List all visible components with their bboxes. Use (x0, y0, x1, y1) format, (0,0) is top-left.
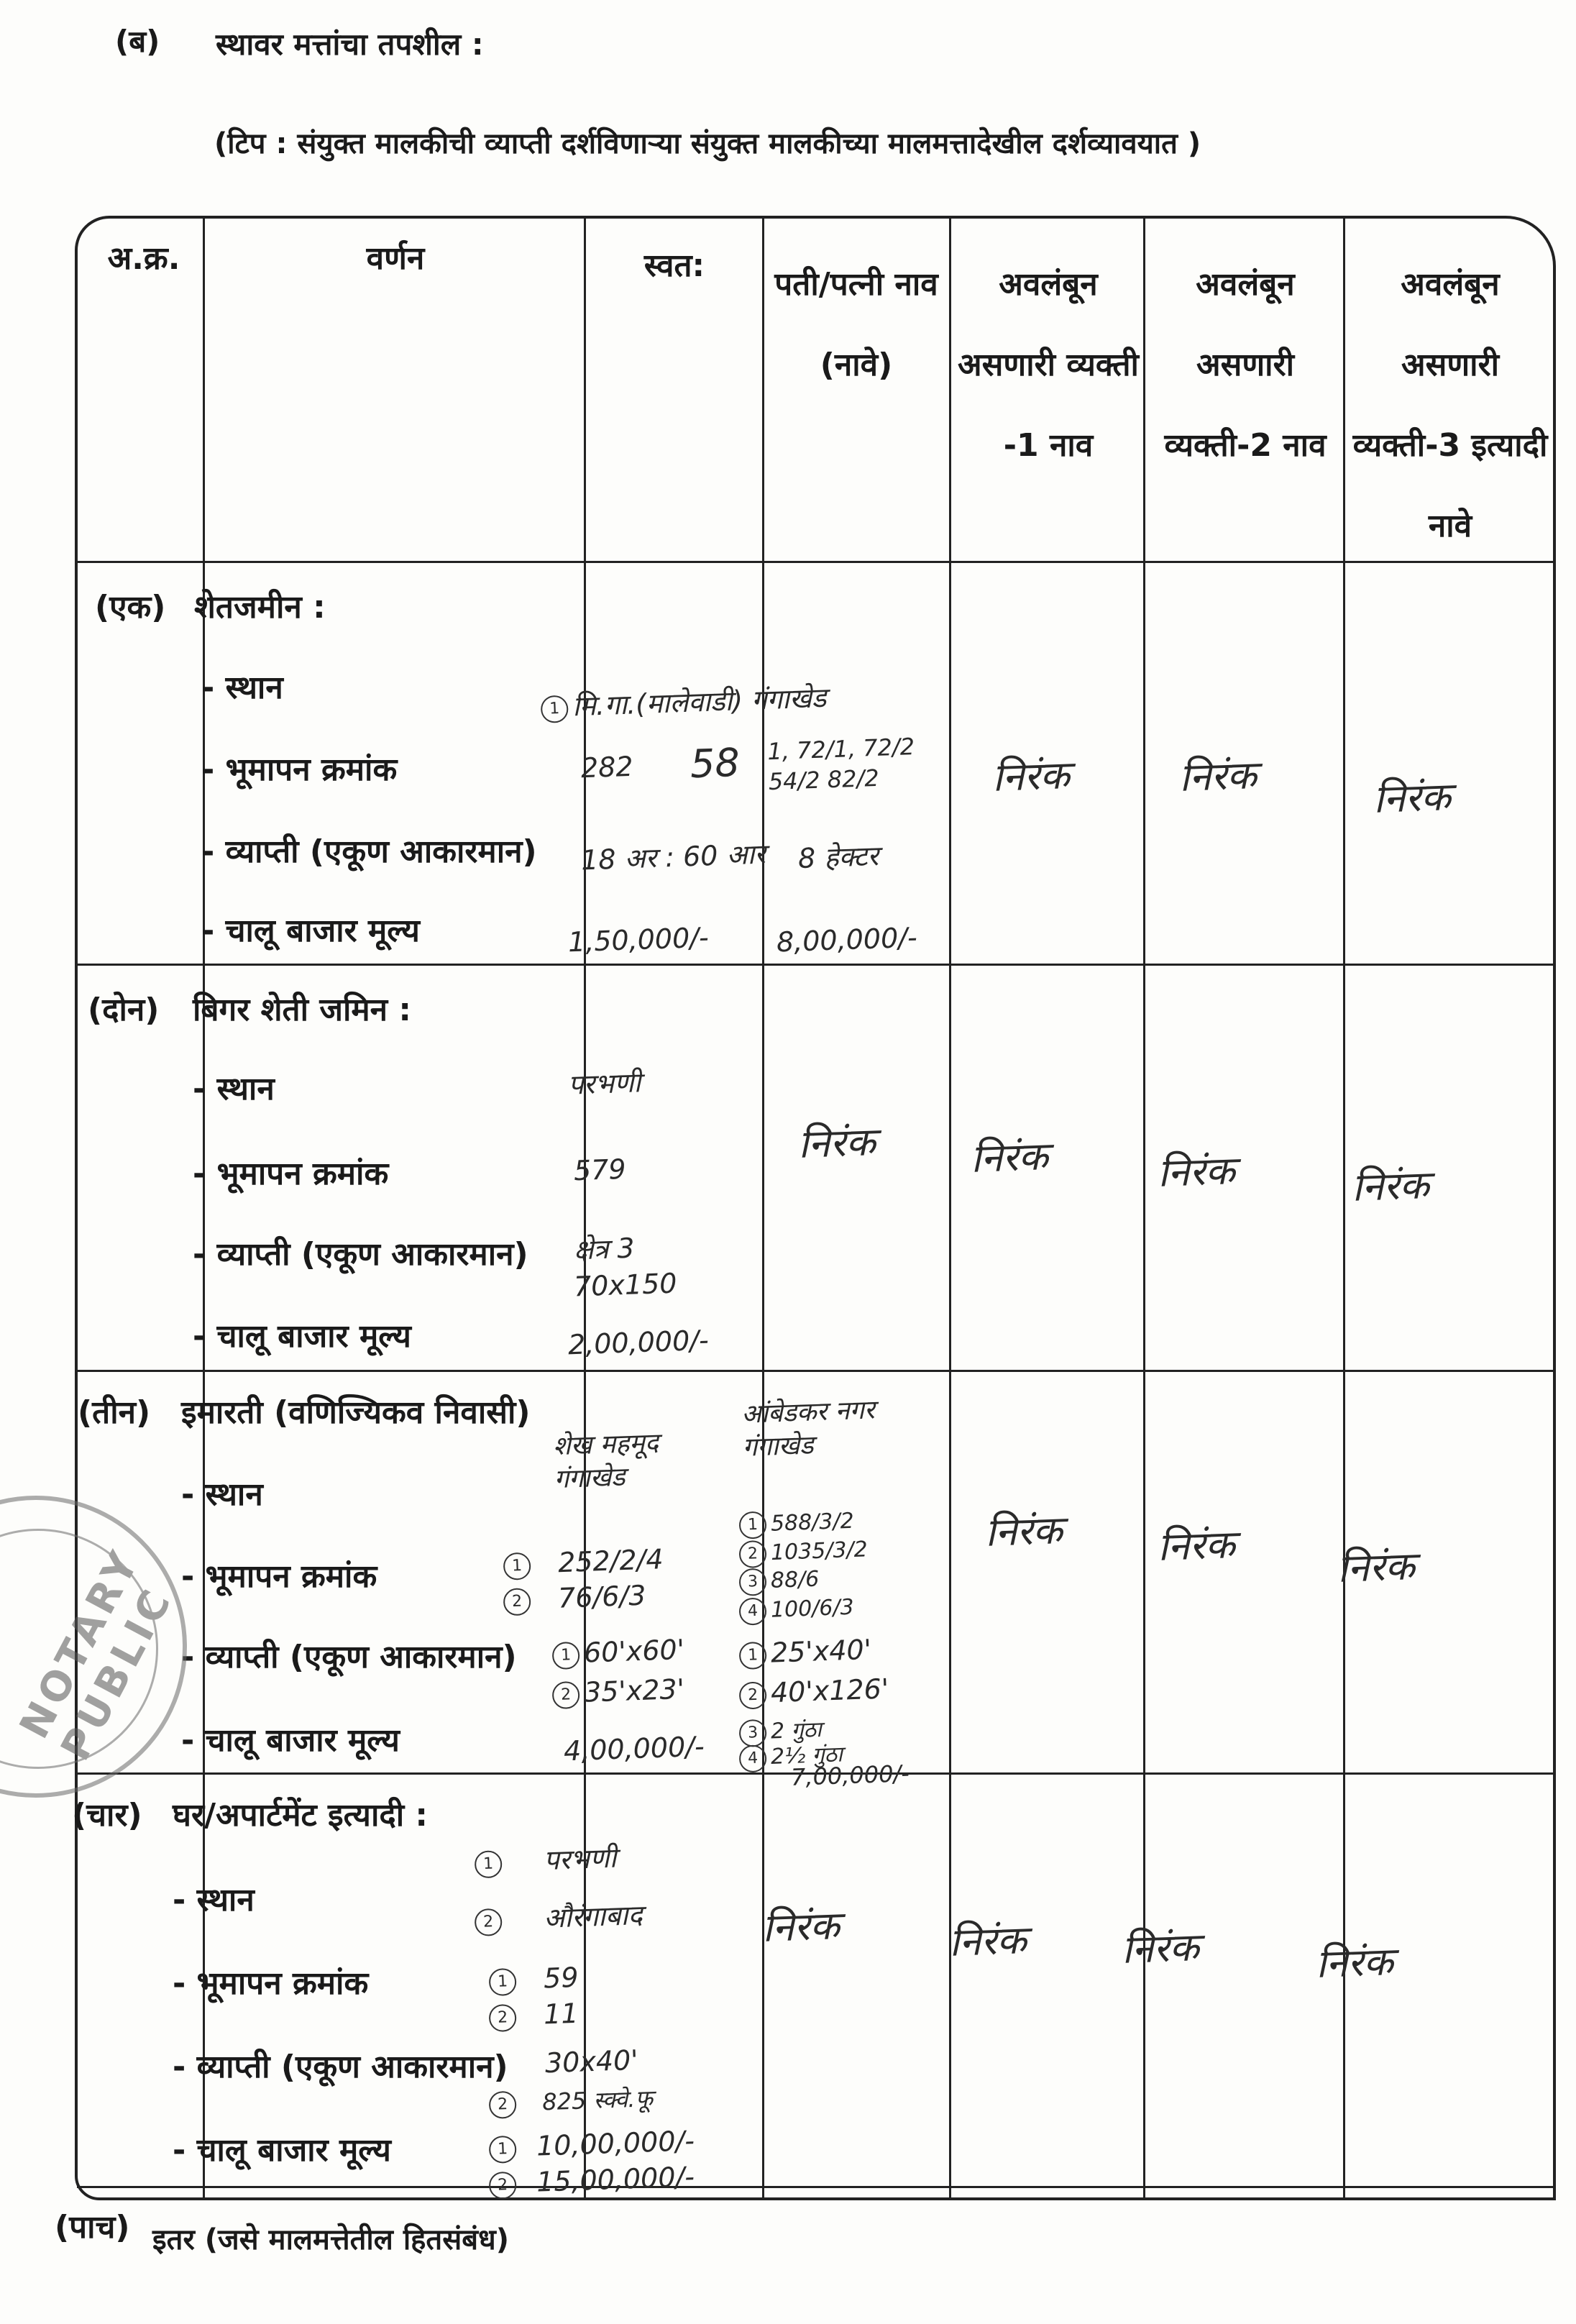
building-spouse-survey-3: 3 88/6 (738, 1566, 820, 1596)
header-description: वर्णन (366, 240, 425, 277)
house-survey-2: 2 11 (488, 1998, 579, 2032)
house-extent-1: 30x40' (544, 2044, 639, 2080)
agri-self-survey: 282 (580, 750, 634, 784)
section-num-4: (चार) (72, 1797, 142, 1834)
col-divider (1143, 218, 1145, 2198)
building-spouse-extent-2: 2 40'x126' (738, 1673, 889, 1709)
building-spouse-value-2: 4 2½ गुंठा (738, 1739, 843, 1772)
agri-location: 1 मि.गा.(मालेवाडी) गंगाखेड (540, 678, 827, 726)
col-divider (1343, 218, 1345, 2198)
label-extent: - व्याप्ती (एकूण आकारमान) (201, 833, 537, 870)
agri-self-extent: 18 अर : 60 आर (580, 838, 766, 877)
section-title: स्थावर मत्तांचा तपशील : (216, 27, 484, 62)
label-location: - स्थान (201, 669, 283, 706)
agri-spouse-extent: 8 हेक्टर (797, 840, 879, 874)
label-survey: - भूमापन क्रमांक (193, 1156, 389, 1192)
nonagri-location: परभणी (567, 1066, 641, 1101)
section-num-1: (एक) (95, 589, 166, 626)
label-extent: - व्याप्ती (एकूण आकारमान) (181, 1639, 517, 1675)
section-title-2: बिगर शेती जमिन : (193, 992, 412, 1028)
agri-dep2-nil: निरंक (1178, 752, 1257, 800)
building-self-location: शेख महमूद गंगाखेड (552, 1428, 659, 1495)
header-dependent-1: अवलंबून असणारी व्यक्ती -1 नाव (958, 266, 1139, 464)
row-divider (77, 1370, 1554, 1372)
nonagri-dep2-nil: निरंक (1157, 1148, 1236, 1196)
building-dep1-nil: निरंक (984, 1507, 1063, 1555)
nonagri-dep3-nil: निरंक (1351, 1162, 1430, 1210)
header-spouse: पती/पत्नी नाव (नावे) (774, 266, 938, 383)
nonagri-dep1-nil: निरंक (970, 1133, 1049, 1181)
house-spouse-nil: निरंक (761, 1903, 840, 1951)
header-dependent-3: अवलंबून असणारी व्यक्ती-3 इत्यादी नावे (1352, 266, 1548, 544)
label-survey: - भूमापन क्रमांक (181, 1558, 377, 1595)
nonagri-extent-2: 70x150 (573, 1267, 678, 1303)
section-title-3: इमारती (वणिज्यिकव निवासी) (181, 1394, 531, 1431)
nonagri-value: 2,00,000/- (567, 1324, 710, 1361)
building-self-extent-1: 1 60'x60' (551, 1634, 685, 1670)
section-title-4: घर/अपार्टमेंट इत्यादी : (173, 1797, 429, 1834)
label-value: - चालू बाजार मूल्य (201, 912, 420, 949)
building-spouse-value-1: 3 2 गुंठा (738, 1714, 822, 1747)
section-label: (ब) (115, 24, 160, 59)
nonagri-extent-1: क्षेत्र 3 (573, 1232, 636, 1266)
house-location-2: 2 औरंगाबाद (474, 1895, 643, 1939)
house-location-1: 1 परभणी (474, 1839, 617, 1881)
house-dep2-nil: निरंक (1121, 1924, 1200, 1972)
label-value: - चालू बाजार मूल्य (193, 1318, 411, 1355)
header-serial: अ.क्र. (107, 240, 180, 277)
label-survey: - भूमापन क्रमांक (201, 751, 398, 788)
header-dependent-2: अवलंबून असणारी व्यक्ती-2 नाव (1164, 266, 1327, 464)
row-divider (77, 561, 1554, 563)
building-spouse-value-3: 7,00,000/- (790, 1760, 910, 1791)
building-self-survey-1: 1 252/2/4 (503, 1543, 664, 1580)
header-self: स्वत: (643, 247, 705, 284)
agri-self-survey-2: 58 (689, 739, 741, 787)
col-divider (949, 218, 951, 2198)
agri-spouse-value: 8,00,000/- (776, 921, 918, 959)
house-extent-2: 2 825 स्क्वे.फू (488, 2082, 653, 2119)
section-title-5: इतर (जसे मालमत्तेतील हितसंबंध) (152, 2223, 509, 2256)
building-dep3-nil: निरंक (1337, 1543, 1416, 1591)
building-self-value: 4,00,000/- (563, 1730, 705, 1767)
building-self-extent-2: 2 35'x23' (551, 1673, 685, 1709)
house-dep3-nil: निरंक (1315, 1939, 1394, 1987)
house-value-1: 1 10,00,000/- (488, 2125, 695, 2164)
section-num-5: (पाच) (55, 2209, 130, 2246)
row-divider (77, 964, 1554, 966)
section-num-2: (दोन) (88, 992, 160, 1028)
label-location: - स्थान (181, 1476, 263, 1513)
agri-spouse-survey: 1, 72/1, 72/2 54/2 82/2 (766, 733, 915, 796)
label-survey: - भूमापन क्रमांक (173, 1965, 369, 2002)
nonagri-survey: 579 (573, 1153, 627, 1187)
building-dep2-nil: निरंक (1157, 1522, 1236, 1570)
building-spouse-extent-1: 1 25'x40' (738, 1634, 872, 1670)
nonagri-spouse-nil: निरंक (797, 1119, 876, 1167)
house-survey-1: 1 59 (488, 1962, 579, 1996)
agri-self-value: 1,50,000/- (567, 921, 710, 959)
row-divider (77, 2186, 1554, 2188)
label-extent: - व्याप्ती (एकूण आकारमान) (193, 1236, 528, 1273)
house-dep1-nil: निरंक (948, 1917, 1027, 1965)
building-spouse-location: आंबेडकर नगर गंगाखेड (741, 1395, 876, 1463)
section-num-3: (तीन) (78, 1394, 151, 1431)
stamp-text: NOTARY PUBLIC (11, 1541, 183, 1768)
agri-dep1-nil: निरंक (991, 752, 1071, 800)
building-spouse-survey-4: 4 100/6/3 (738, 1594, 854, 1626)
label-value: - चालू बाजार मूल्य (181, 1722, 400, 1759)
agri-dep3-nil: निरंक (1373, 774, 1452, 822)
label-value: - चालू बाजार मूल्य (173, 2132, 391, 2169)
building-spouse-survey-2: 2 1035/3/2 (738, 1537, 868, 1568)
section-title-1: शेतजमीन : (194, 589, 326, 626)
house-value-2: 2 15,00,000/- (488, 2161, 695, 2200)
building-self-survey-2: 2 76/6/3 (503, 1580, 646, 1616)
label-location: - स्थान (173, 1882, 255, 1918)
building-spouse-survey-1: 1 588/3/2 (738, 1508, 854, 1540)
label-extent: - व्याप्ती (एकूण आकारमान) (173, 2049, 508, 2085)
note-text: (टिप : संयुक्त मालकीची व्याप्ती दर्शविणाऱ्या संयुक्त मालकीच्या मालमत्तादेखील दर्शव्यावयात ) (214, 127, 1201, 160)
label-location: - स्थान (193, 1071, 275, 1107)
